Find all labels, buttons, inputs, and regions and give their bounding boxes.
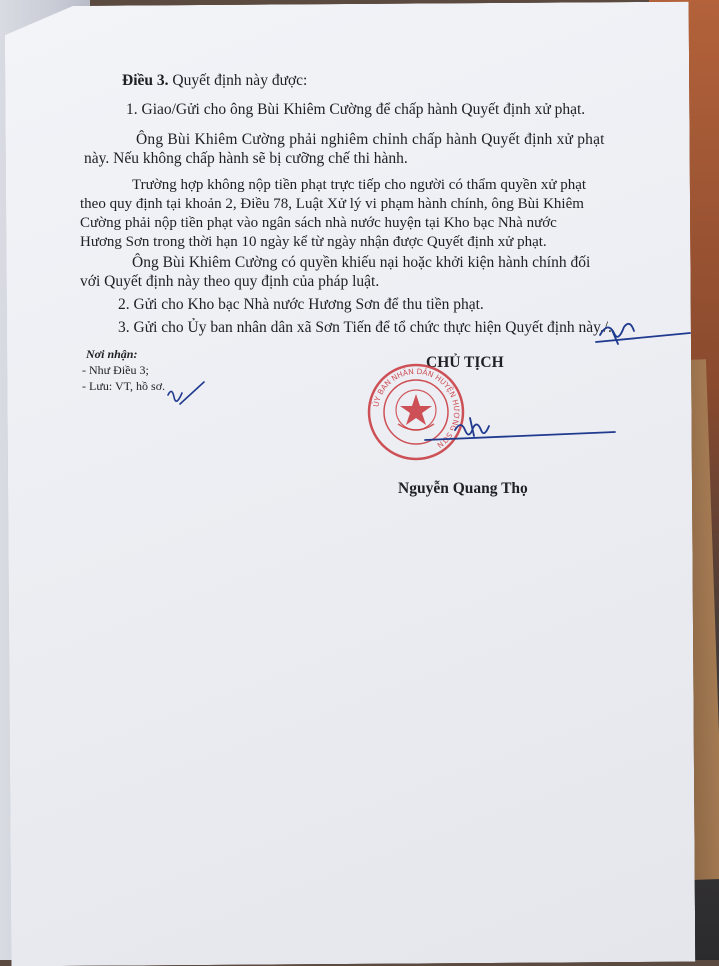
dieu3-line — [122, 70, 307, 91]
dieu3-intro: Quyết định này được: — [172, 72, 308, 89]
item-1: 1. Giao/Gửi cho ông Bùi Khiêm Cường để chấp hành Quyết định xử phạt. — [126, 101, 586, 118]
item-2: 2. Gửi cho Kho bạc Nhà nước Hương Sơn để thu tiền phạt. — [118, 296, 484, 313]
para1-line1: Ông Bùi Khiêm Cường phải nghiêm chỉnh chấp hành Quyết định xử phạt — [136, 131, 605, 148]
para3-line1: Ông Bùi Khiêm Cường có quyền khiếu nại hoặc khởi kiện hành chính đối — [132, 254, 591, 271]
recipients-line-1: - Như Điều 3; — [82, 363, 149, 377]
recipients-line-2: - Lưu: VT, hồ sơ. — [82, 379, 166, 393]
signature-title: CHỦ TỊCH — [426, 354, 504, 371]
signature-name: Nguyễn Quang Thọ — [398, 480, 528, 497]
para2-line1: Trường hợp không nộp tiền phạt trực tiếp cho người có thẩm quyền xử phạt — [132, 177, 587, 193]
item-3: 3. Gửi cho Ủy ban nhân dân xã Sơn Tiến để tổ chức thực hiện Quyết định này./. — [118, 319, 612, 336]
para3-line2: với Quyết định này theo quy định của pháp luật. — [80, 273, 380, 290]
para2-line4: Hương Sơn trong thời hạn 10 ngày kể từ ngày nhận được Quyết định xử phạt. — [80, 234, 547, 250]
para1-line2: này. Nếu không chấp hành sẽ bị cưỡng chế thi hành. — [84, 150, 408, 167]
svg-text:ỦY BAN NHÂN DÂN HUYỆN HƯƠNG SƠ: ỦY BAN NHÂN DÂN HUYỆN HƯƠNG SƠN — [371, 366, 462, 450]
official-seal — [366, 362, 466, 462]
para2-line3: Cường phải nộp tiền phạt vào ngân sách nhà nước huyện tại Kho bạc Nhà nước — [80, 215, 557, 231]
para2-line2: theo quy định tại khoản 2, Điều 78, Luật Xử lý vi phạm hành chính, ông Bùi Khiêm — [80, 196, 584, 212]
dieu3-heading: Điều 3. — [122, 72, 169, 89]
recipients-heading: Nơi nhận: — [86, 347, 138, 361]
